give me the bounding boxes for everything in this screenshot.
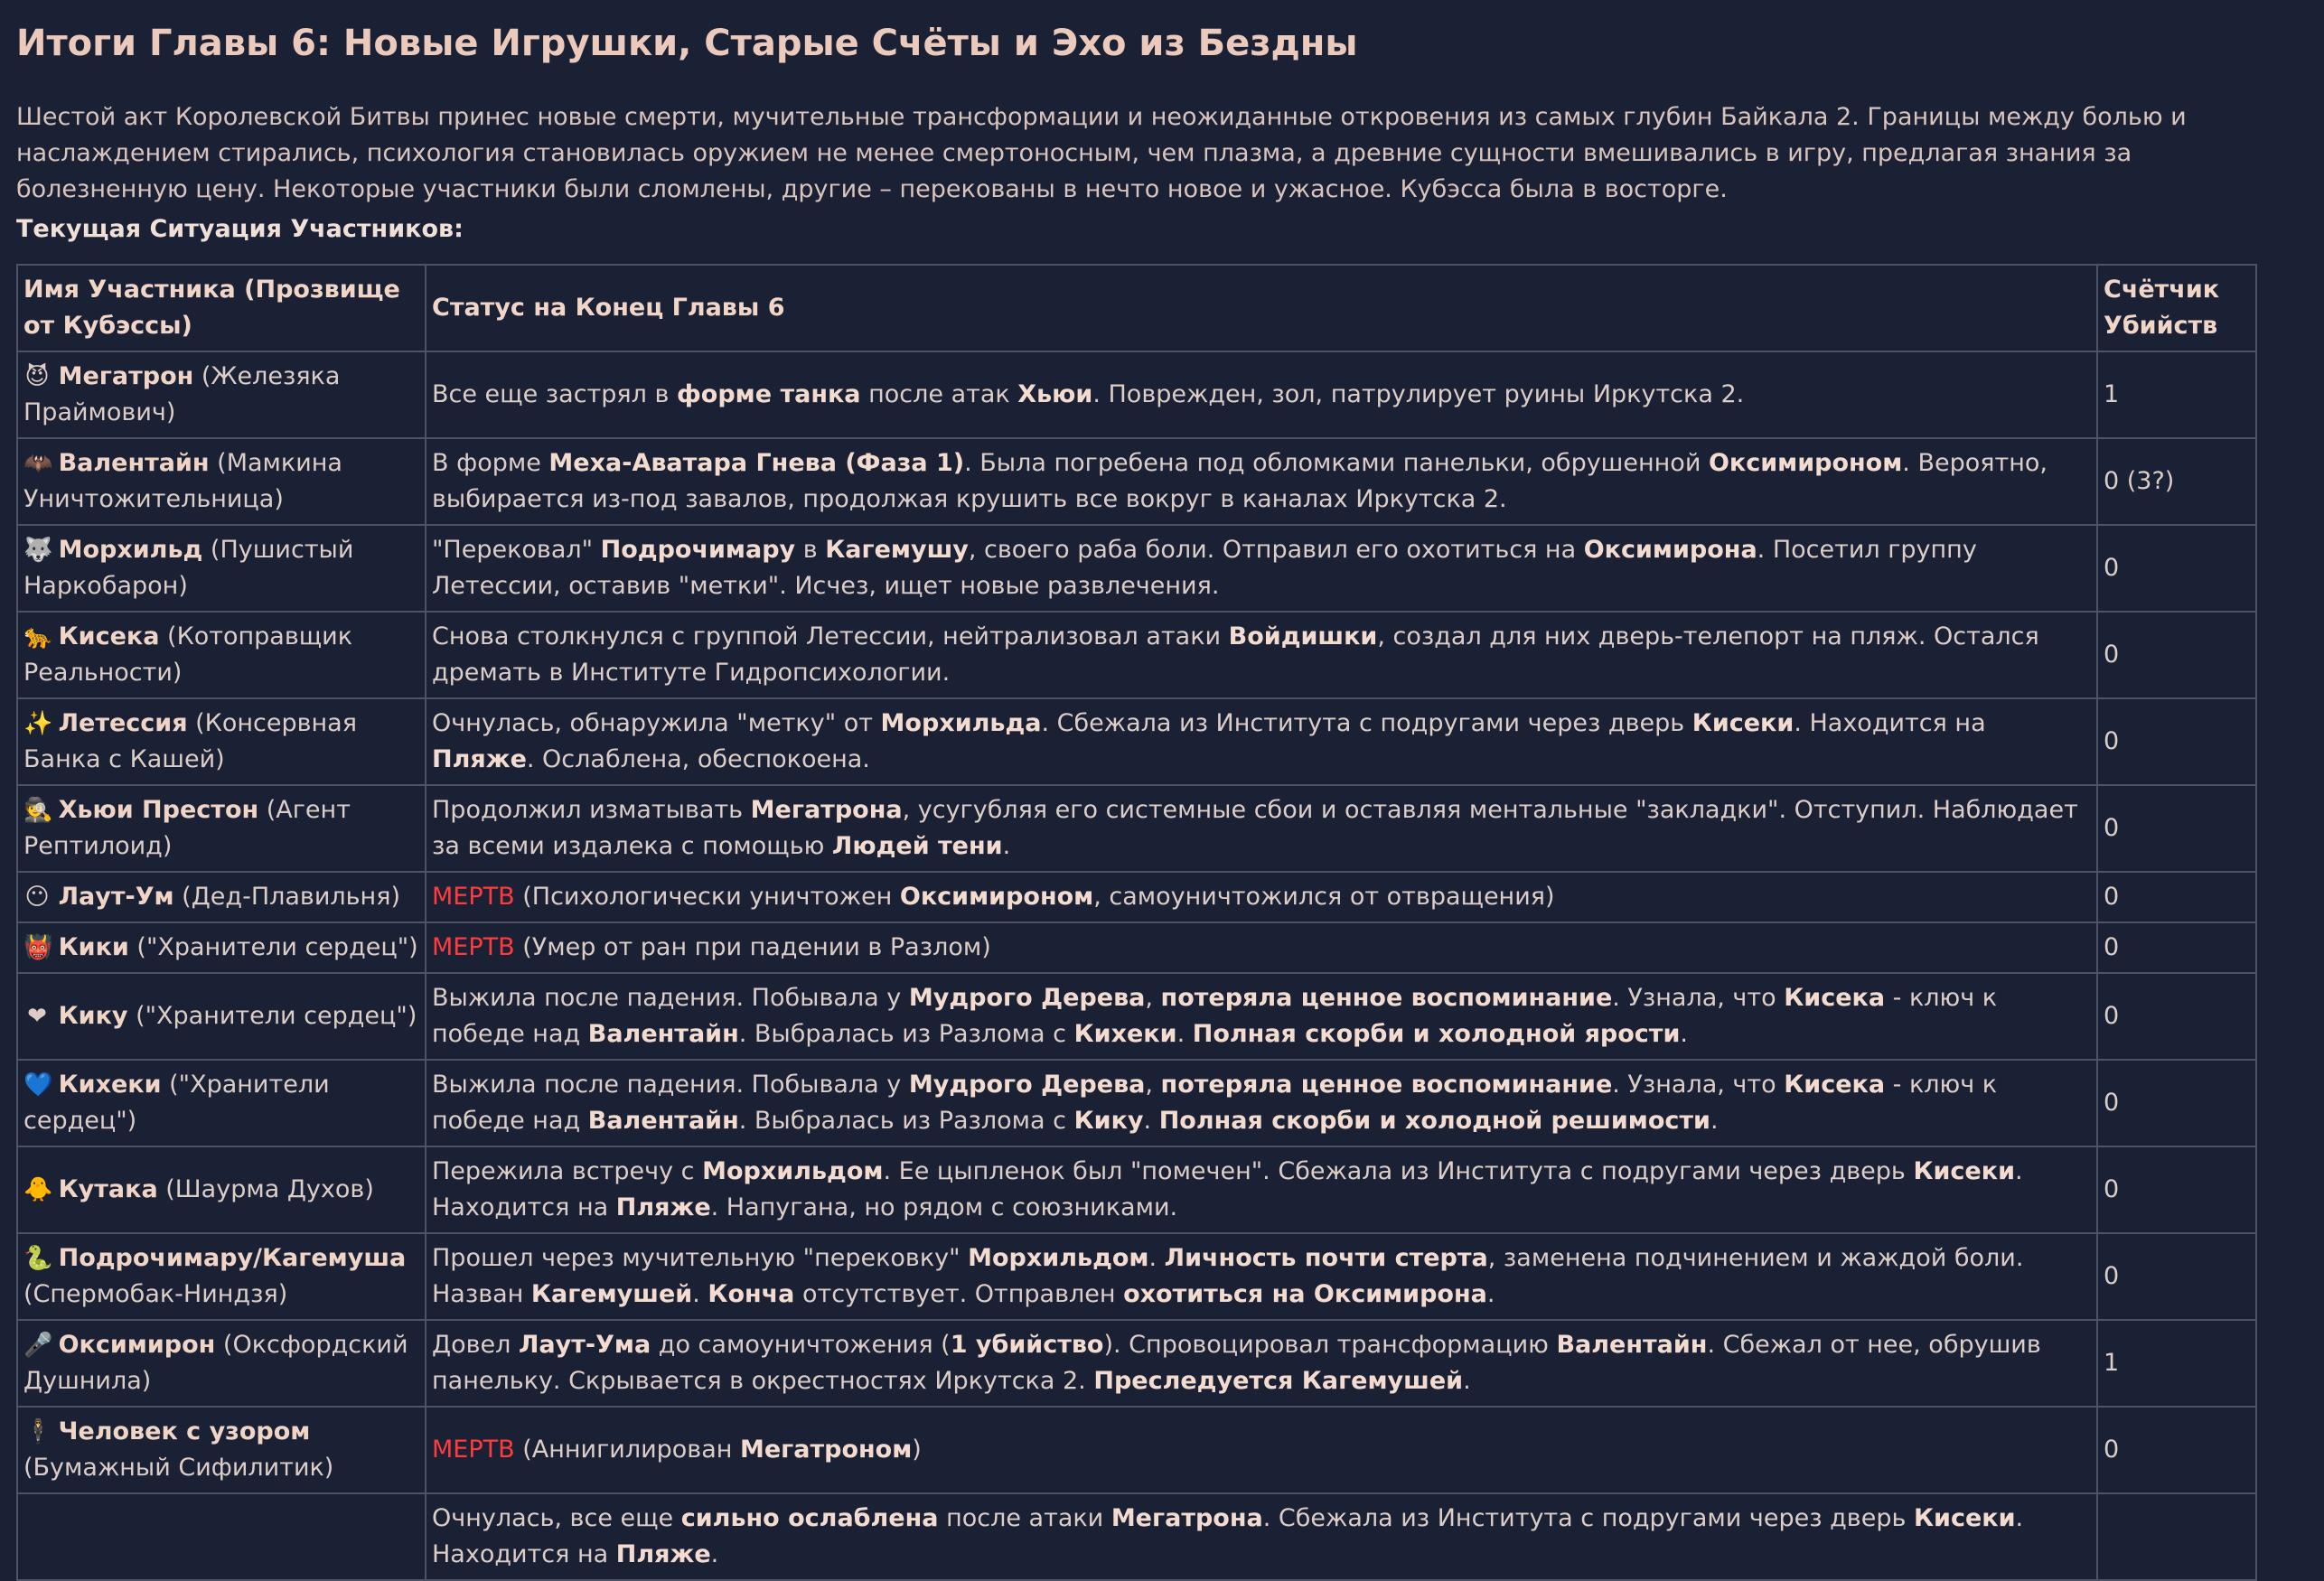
status-highlight: Мегатрона [750,796,903,824]
table-row [17,922,2256,973]
status-text: . Вероятно, выбирается из-под завалов, продолжая крушить все вокруг в каналах Иркутска 2. [432,449,2048,513]
status-text: , [1145,984,1161,1012]
participant-cell [17,1233,426,1320]
kill-count [2097,1493,2256,1580]
participant-nickname: (Агент Рептилоид) [23,796,351,860]
kill-count: 0 [2097,1146,2256,1233]
status-text: . Сбежал от нее, обрушив панельку. Скрывается в окрестностях Иркутска 2. [432,1331,2041,1395]
participant-cell [17,351,426,438]
table-row [17,612,2256,698]
participant-name: Кихеки [58,1071,162,1099]
status-text: Выжила после падения. Побывала у [432,1071,909,1099]
kill-count: 1 [2097,1320,2256,1407]
participant-nickname: (Бумажный Сифилитик) [23,1454,334,1482]
participant-nickname: ("Хранители сердец") [127,1002,417,1030]
status-text: после атаки [938,1504,1111,1532]
status-highlight: Мегатрона [1110,1504,1263,1532]
table-row [17,1493,2256,1580]
status-highlight: Хьюи [1017,380,1093,408]
participant-icon: 🐍 [23,1245,53,1272]
status-cell [426,973,2097,1060]
kill-count: 0 [2097,1233,2256,1320]
status-highlight: Кисека [1784,1071,1886,1099]
participant-cell [17,1320,426,1407]
status-highlight: Преследуется Кагемушей [1093,1367,1464,1395]
table-row [17,973,2256,1060]
kill-count: 0 [2097,785,2256,872]
participant-nickname: (Оксфордский Душнила) [23,1331,408,1395]
kill-count: 0 [2097,872,2256,922]
status-text: , [1145,1071,1161,1099]
participant-name: Кутака [58,1175,158,1203]
status-highlight: Оксимирона [1583,536,1757,564]
status-highlight: Кисека [1784,984,1886,1012]
status-text: . [1680,1020,1688,1048]
status-text: до самоуничтожения ( [651,1331,951,1359]
status-cell [426,1493,2097,1580]
status-text: . Посетил группу Летессии, оставив "метки". Исчез, ищет новые развлечения. [432,536,1977,600]
kill-count: 0 [2097,1060,2256,1146]
status-cell [426,612,2097,698]
status-highlight: Мудрого Дерева [908,1071,1146,1099]
participant-nickname: (Шаурма Духов) [157,1175,374,1203]
status-text: , своего раба боли. Отправил его охотиться на [968,536,1584,564]
status-highlight: Кихеки [1073,1020,1177,1048]
participant-nickname: (Пушистый Наркобарон) [23,536,354,600]
status-text: . Находится на [432,1504,2024,1568]
status-highlight: Валентайн [587,1020,739,1048]
status-highlight: Кагемушей [530,1280,693,1308]
intro-text: Шестой акт Королевской Битвы принес новые смерти, мучительные трансформации и неожиданные откровения из самых глубин Байкала 2. Границы между болью и наслаждением стирались, психология становилась оружием не менее смертоносным, чем плазма, а древние сущности вмешивались в игру, предлагая знания за болезненную цену. Некоторые участники были сломлены, другие – перекованы в нечто новое и ужасное. Кубэсса была в восторге. [16,103,2187,203]
participant-name: Хьюи Престон [58,796,259,824]
status-highlight: Оксимироном [1708,449,1903,477]
status-cell [426,922,2097,973]
status-text: (Психологически уничтожен [514,883,900,911]
participant-name: Человек с узором [58,1417,311,1445]
status-text: . Ее цыпленок был "помечен". Сбежала из Института с подругами через дверь [883,1157,1914,1185]
participant-nickname: (Котоправщик Реальности) [23,622,353,687]
status-text: . Была погребена под обломками панельки, обрушенной [964,449,1709,477]
participant-icon: 🦇 [23,450,53,477]
status-text: (Аннигилирован [514,1436,740,1464]
participant-cell [17,1060,426,1146]
participant-icon: 🕵 [23,797,53,824]
status-text: отсутствует. Отправлен [794,1280,1124,1308]
participant-icon: 🐥 [23,1176,53,1203]
table-body [17,351,2256,1580]
status-highlight: 1 убийство [950,1331,1104,1359]
status-highlight: Пляже [432,745,527,773]
kill-count: 1 [2097,351,2256,438]
status-highlight: Валентайн [587,1107,739,1135]
status-highlight: Оксимироном [899,883,1094,911]
status-text: . Находится на [432,1157,2023,1221]
status-text: . Находится на [1794,709,1986,737]
status-highlight: Меха-Аватара Гнева (Фаза 1) [548,449,965,477]
participant-name: Морхильд [58,536,203,564]
status-highlight: Кисеки [1691,709,1795,737]
status-cell [426,1407,2097,1493]
table-row [17,1407,2256,1493]
status-highlight: Полная скорби и холодной решимости [1158,1107,1710,1135]
table-row [17,438,2256,525]
status-highlight: потеряла ценное воспоминание [1160,1071,1613,1099]
participant-icon: ❤ [27,1003,47,1030]
status-highlight: Морхильда [880,709,1042,737]
status-text: . [1463,1367,1471,1395]
header-status: Статус на Конец Главы 6 [426,265,2097,351]
status-highlight: Кагемушу [825,536,969,564]
participant-icon: 😈 [24,363,50,390]
dead-badge: МЕРТВ [432,883,515,911]
header-kills: Счётчик Убийств [2097,265,2256,351]
participant-nickname: ("Хранители сердец") [23,1071,330,1135]
participant-nickname: (Консервная Банка с Кашей) [23,709,357,773]
participant-nickname: (Мамкина Уничтожительница) [23,449,342,513]
status-text: Пережила встречу с [432,1157,703,1185]
table-row [17,351,2256,438]
status-text: . [1143,1107,1159,1135]
participant-icon: 💙 [23,1071,53,1099]
table-row [17,785,2256,872]
status-text: Довел [432,1331,519,1359]
kill-count: 0 (3?) [2097,438,2256,525]
participant-cell [17,525,426,612]
page-title: Итоги Главы 6: Новые Игрушки, Старые Счёты и Эхо из Бездны [16,23,1358,64]
header-name: Имя Участника (Прозвище от Кубэссы) [17,265,426,351]
status-highlight: Кисеки [1913,1157,2015,1185]
participant-name: Лаут-Ум [58,883,174,911]
status-cell [426,1060,2097,1146]
status-highlight: Мегатроном [739,1436,913,1464]
kill-count: 0 [2097,612,2256,698]
status-highlight: Личность почти стерта [1164,1244,1488,1272]
participant-name: Подрочимару/Кагемуша [58,1244,407,1272]
status-cell [426,1320,2097,1407]
participant-name: Кики [58,933,129,961]
status-text: , усугубляя его системные сбои и оставляя ментальные "закладки". Отступил. Наблюдает за всеми издалека с помощью [432,796,2078,860]
participant-cell [17,438,426,525]
participant-icon: 👹 [23,934,53,961]
participant-cell [17,1146,426,1233]
status-highlight: Людей тени [831,832,1003,860]
status-cell [426,698,2097,785]
kill-count: 0 [2097,922,2256,973]
table-header-row [17,265,2256,351]
table-row [17,1320,2256,1407]
status-highlight: охотиться на Оксимирона [1123,1280,1487,1308]
participant-cell [17,612,426,698]
participant-icon: 😶 [24,884,50,911]
status-cell [426,785,2097,872]
participants-table [16,264,2257,1581]
status-text: после атак [860,380,1018,408]
participant-cell [17,785,426,872]
status-highlight: сильно ослаблена [680,1504,939,1532]
status-cell [426,872,2097,922]
status-text: Выжила после падения. Побывала у [432,984,909,1012]
status-highlight: Войдишки [1228,622,1378,650]
participant-name: Валентайн [58,449,210,477]
kill-count: 0 [2097,525,2256,612]
status-text: в [795,536,826,564]
dead-badge: МЕРТВ [432,933,515,961]
status-text: . [1148,1244,1165,1272]
status-text: . [1486,1280,1495,1308]
status-text: . [1002,832,1011,860]
status-text: . [1710,1107,1719,1135]
status-highlight: Конча [708,1280,795,1308]
status-text: . Выбралась из Разлома с [738,1107,1074,1135]
status-highlight: Пляже [615,1540,711,1568]
participant-cell [17,1493,426,1580]
status-text: Очнулась, обнаружила "метку" от [432,709,881,737]
status-text: . [710,1540,719,1568]
status-highlight: Лаут-Ума [518,1331,651,1359]
status-text: Все еще застрял в [432,380,677,408]
participant-icon: 🐺 [23,537,53,564]
status-text: . Выбралась из Разлома с [738,1020,1074,1048]
status-text: Прошел через мучительную "перековку" [432,1244,969,1272]
participant-name: Летессия [58,709,188,737]
status-text: Снова столкнулся с группой Летессии, нейтрализовал атаки [432,622,1229,650]
status-text: . Узнала, что [1612,1071,1785,1099]
participant-name: Оксимирон [58,1331,216,1359]
kill-count: 0 [2097,698,2256,785]
table-row [17,1233,2256,1320]
participant-cell [17,922,426,973]
table-row [17,698,2256,785]
status-highlight: Кисеки [1913,1504,2016,1532]
status-highlight: Мудрого Дерева [908,984,1146,1012]
status-text: - ключ к победе над [432,1071,1998,1135]
section-subtitle: Текущая Ситуация Участников: [16,215,464,243]
status-highlight: Пляже [615,1193,711,1221]
status-highlight: Подрочимару [600,536,796,564]
status-text: ). Спровоцировал трансформацию [1103,1331,1557,1359]
status-highlight: Морхильдом [702,1157,884,1185]
status-text: ) [912,1436,922,1464]
status-highlight: потеряла ценное воспоминание [1160,984,1613,1012]
participant-cell [17,1407,426,1493]
status-text: "Перековал" [432,536,601,564]
status-text: . [692,1280,708,1308]
status-text: - ключ к победе над [432,984,1998,1048]
participant-nickname: ("Хранители сердец") [128,933,418,961]
participant-name: Кику [58,1002,128,1030]
status-text: . Напугана, но рядом с союзниками. [710,1193,1178,1221]
participant-name: Мегатрон [58,362,194,390]
participant-icon: 🐆 [23,623,53,650]
table-row [17,872,2256,922]
status-text: Продолжил изматывать [432,796,751,824]
status-highlight: Полная скорби и холодной ярости [1192,1020,1681,1048]
status-text: (Умер от ран при падении в Разлом) [514,933,991,961]
status-text: . Сбежала из Института с подругами через дверь [1262,1504,1914,1532]
participant-icon: ✨ [23,710,53,737]
status-highlight: Кику [1073,1107,1144,1135]
status-text: . [1176,1020,1193,1048]
status-text: . Сбежала из Института с подругами через дверь [1041,709,1692,737]
participant-name: Кисека [58,622,160,650]
table-row [17,1146,2256,1233]
status-text: В форме [432,449,549,477]
status-text: , создал для них дверь-телепорт на пляж. Остался дремать в Институте Гидропсихологии. [432,622,2039,687]
status-text: . Узнала, что [1612,984,1785,1012]
status-cell [426,351,2097,438]
participant-cell [17,698,426,785]
status-cell [426,438,2097,525]
status-highlight: Валентайн [1556,1331,1708,1359]
kill-count: 0 [2097,1407,2256,1493]
status-text: Очнулась, все еще [432,1504,681,1532]
status-text: , заменена подчинением и жаждой боли. Назван [432,1244,2024,1308]
status-text: . Поврежден, зол, патрулирует руины Иркутска 2. [1092,380,1745,408]
status-highlight: Морхильдом [968,1244,1149,1272]
table-row [17,525,2256,612]
dead-badge: МЕРТВ [432,1436,515,1464]
status-cell [426,1146,2097,1233]
status-cell [426,525,2097,612]
participant-nickname: (Дед-Плавильня) [173,883,400,911]
participant-nickname: (Железяка Праймович) [23,362,341,426]
status-text: . Ослаблена, обеспокоена. [526,745,870,773]
status-text: , самоуничтожился от отвращения) [1093,883,1555,911]
participant-icon: 🕴 [23,1418,53,1445]
participant-cell [17,872,426,922]
table-row [17,1060,2256,1146]
participant-icon: 🎤 [23,1332,53,1359]
status-highlight: форме танка [677,380,861,408]
status-cell [426,1233,2097,1320]
participant-nickname: (Спермобак-Ниндзя) [23,1280,288,1308]
kill-count: 0 [2097,973,2256,1060]
participant-cell [17,973,426,1060]
